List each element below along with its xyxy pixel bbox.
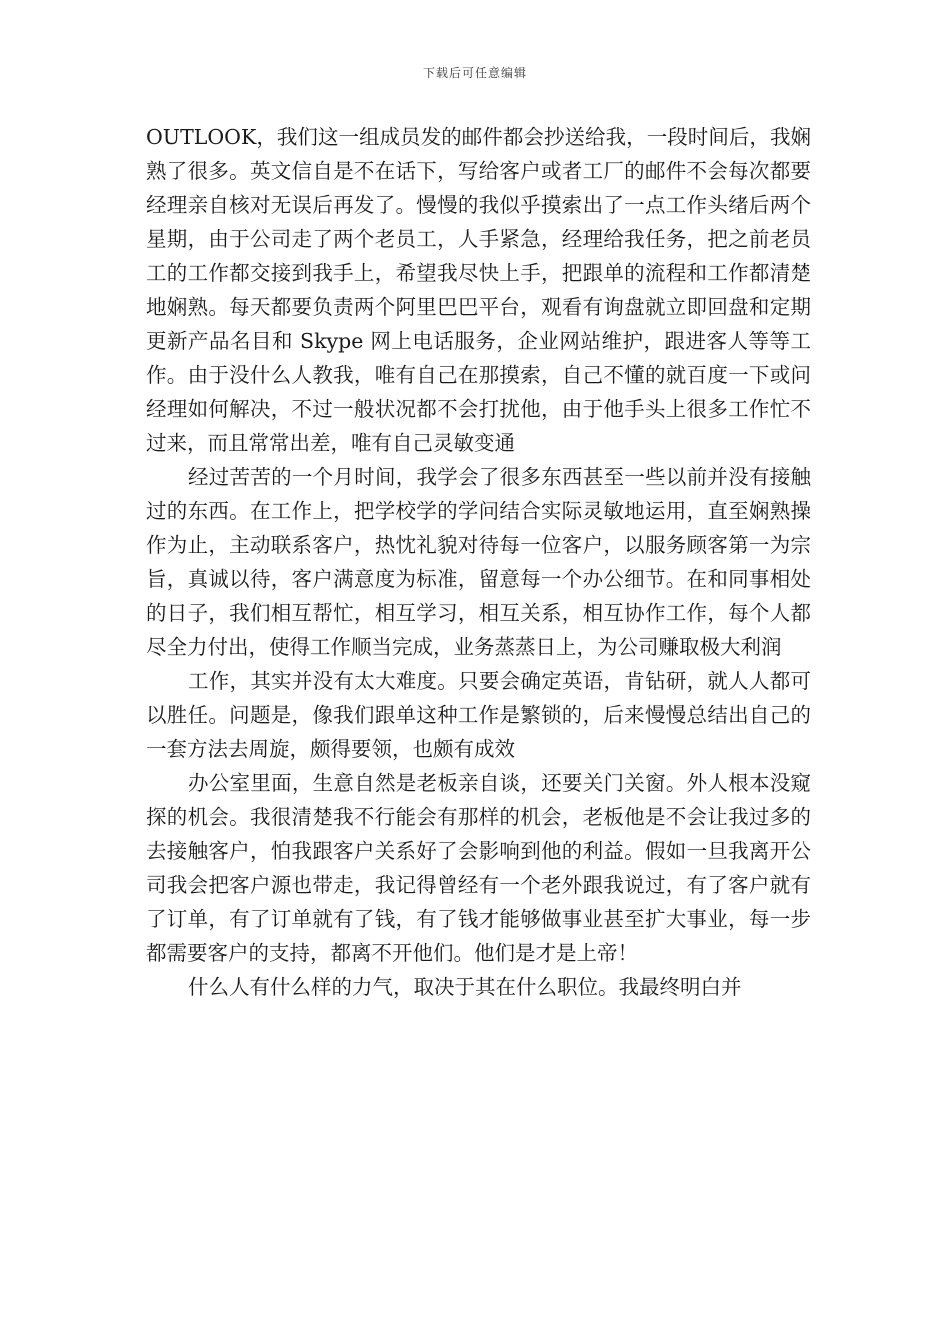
paragraph-2: 经过苦苦的一个月时间，我学会了很多东西甚至一些以前并没有接触过的东西。在工作上，把学校学的学问结合实际灵敏地运用，直至娴熟操作为止，主动联系客户，热忱礼貌对待每一位客户，以服务顾客第一为宗旨，真诚以待，客户满意度为标准，留意每一个办公细节。在和同事相处的日子，我们相互帮忙，相互学习，相互关系，相互协作工作，每个人都尽全力付出，使得工作顺当完成，业务蒸蒸日上，为公司赚取极大利润 bbox=[146, 465, 811, 659]
paragraph-4: 办公室里面，生意自然是老板亲自谈，还要关门关窗。外人根本没窥探的机会。我很清楚我不行能会有那样的机会，老板他是不会让我过多的去接触客户，怕我跟客户关系好了会影响到他的利益。假如一旦我离开公司我会把客户源也带走，我记得曾经有一个老外跟我说过，有了客户就有了订单，有了订单就有了钱，有了钱才能够做事业甚至扩大事业，每一步都需要客户的支持，都离不开他们。他们是才是上帝！ bbox=[146, 771, 811, 965]
paragraph-3: 工作，其实并没有太大难度。只要会确定英语，肯钻研，就人人都可以胜任。问题是，像我们跟单这种工作是繁锁的，后来慢慢总结出自己的一套方法去周旋，颇得要领，也颇有成效 bbox=[146, 669, 811, 761]
document-body bbox=[146, 120, 811, 1004]
page-header: 下载后可任意编辑 bbox=[422, 66, 527, 80]
paragraph-1: OUTLOOK，我们这一组成员发的邮件都会抄送给我，一段时间后，我娴熟了很多。英文信自是不在话下，写给客户或者工厂的邮件不会每次都要经理亲自核对无误后再发了。慢慢的我似乎摸索出了一点工作头绪后两个星期，由于公司走了两个老员工，人手紧急，经理给我任务，把之前老员工的工作都交接到我手上，希望我尽快上手，把跟单的流程和工作都清楚地娴熟。每天都要负责两个阿里巴巴平台，观看有询盘就立即回盘和定期更新产品名目和 Skype 网上电话服务，企业网站维护，跟进客人等等工作。由于没什么人教我，唯有自己在那摸索，自己不懂的就百度一下或问经理如何解决，不过一般状况都不会打扰他，由于他手头上很多工作忙不过来，而且常常出差，唯有自己灵敏变通 bbox=[146, 125, 811, 455]
paragraph-5: 什么人有什么样的力气，取决于其在什么职位。我最终明白并 bbox=[188, 975, 742, 999]
